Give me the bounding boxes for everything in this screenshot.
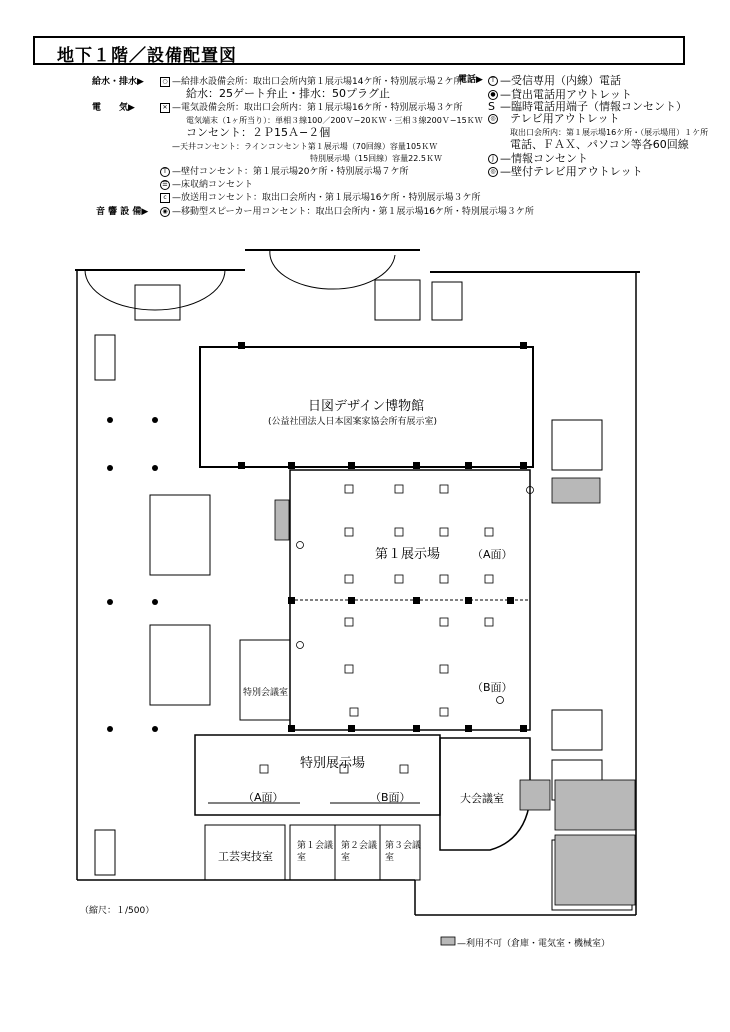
legend-tv-symbol: ◎ bbox=[488, 113, 498, 124]
big-meeting-label: 大会議室 bbox=[460, 792, 504, 805]
special-meeting-label: 特別会議室 bbox=[243, 688, 289, 698]
legend-elec-symbol: ✕ bbox=[160, 103, 170, 115]
legend-water-symbol: ○ bbox=[160, 77, 170, 89]
legend-phone-line8: —壁付テレビ用アウトレット bbox=[500, 165, 643, 178]
legend-broadcast-symbol: c bbox=[160, 193, 170, 205]
legend-speaker-symbol: ◉ bbox=[160, 207, 170, 219]
legend-phone-head: 電話▶ bbox=[458, 75, 483, 85]
legend-water-head: 給水・排水▶ bbox=[92, 77, 144, 87]
legend-elec-head: 電 気▶ bbox=[92, 103, 135, 113]
legend-wall-tv-symbol: ◎ bbox=[488, 166, 498, 177]
museum-label: 日図デザイン博物館 bbox=[308, 399, 425, 414]
hall1-a-label: （A面） bbox=[472, 548, 513, 561]
meeting2-label: 第２会議室 bbox=[341, 841, 378, 863]
legend-elec-line3: コンセント：２Ｐ15Ａ−２個 bbox=[186, 126, 331, 139]
page-title: 地下１階／設備配置図 bbox=[57, 46, 237, 66]
legend-elec-line6: —壁付コンセント：第１展示場20ケ所・特別展示場７ケ所 bbox=[172, 167, 409, 177]
legend-elec-line4: —天井コンセント：ラインコンセント第１展示場（70回線）容量105ＫＷ bbox=[172, 142, 438, 151]
legend-phone-line6: 電話、ＦＡＸ、パソコン等各60回線 bbox=[510, 138, 689, 151]
legend-elec-line8: —放送用コンセント：取出口会所内・第１展示場16ケ所・特別展示場３ケ所 bbox=[172, 193, 481, 203]
arc-door-left bbox=[85, 270, 225, 310]
legend-phone-line5: 取出口会所内：第１展示場16ケ所・（展示場用）１ケ所 bbox=[510, 128, 709, 137]
arc-door-center bbox=[270, 250, 395, 289]
craft-room-label: 工芸実技室 bbox=[218, 850, 273, 863]
legend-floor-outlet-symbol: ☰ bbox=[160, 180, 170, 192]
museum-sublabel: (公益社団法人日本図案家協会所有展示室) bbox=[268, 417, 438, 427]
legend-temp-symbol: S bbox=[488, 100, 495, 113]
legend-elec-line7: —床収納コンセント bbox=[172, 180, 254, 190]
legend-lend-symbol: ● bbox=[488, 89, 498, 100]
legend-elec-line5: 特別展示場（15回線）容量22.5ＫＷ bbox=[310, 154, 442, 163]
legend-elec-line1: —電気設備会所：取出口会所内：第１展示場16ケ所・特別展示場３ケ所 bbox=[172, 103, 463, 113]
unavailable-legend: —利用不可（倉庫・電気室・機械室） bbox=[457, 939, 611, 949]
phone-icon: T bbox=[488, 76, 498, 86]
meeting1-label: 第１会議室 bbox=[297, 841, 334, 863]
meeting3-label: 第３会議室 bbox=[385, 841, 422, 863]
legend-phone-line4: テレビ用アウトレット bbox=[510, 112, 620, 125]
legend-phone-line3: —臨時電話用端子（情報コンセント） bbox=[500, 100, 687, 113]
legend-wall-outlet-symbol: T bbox=[160, 167, 170, 179]
hall1-b-label: （B面） bbox=[472, 681, 513, 694]
legend-phone-line1: —受信専用（内線）電話 bbox=[500, 74, 621, 87]
legend-phone-line7: —情報コンセント bbox=[500, 152, 588, 165]
hall1-label: 第１展示場 bbox=[375, 547, 441, 562]
legend-elec-line2: 電気端末（1ヶ所当り）：単相３線100／200Ｖ−20ＫＷ・三相３線200Ｖ−15ＫＷ bbox=[186, 116, 483, 125]
scale-label: （縮尺：１/500） bbox=[80, 906, 155, 916]
legend-phone-line2: —貸出電話用アウトレット bbox=[500, 88, 632, 101]
legend-sound-head: 音 響 設 備▶ bbox=[96, 207, 149, 217]
special-a-label: （A面） bbox=[243, 791, 284, 804]
legend-water-line1: —給排水設備会所：取出口会所内第１展示場14ケ所・特別展示場２ケ所 bbox=[172, 77, 463, 87]
legend-info-symbol: J bbox=[488, 153, 498, 164]
legend-water-line2: 給水：25ゲート弁止・排水：50プラグ止 bbox=[186, 87, 390, 100]
special-b-label: （B面） bbox=[370, 791, 411, 804]
special-hall-label: 特別展示場 bbox=[300, 756, 366, 771]
legend-sound-line1: —移動型スピーカー用コンセント：取出口会所内・第１展示場16ケ所・特別展示場３ケ所 bbox=[172, 207, 534, 217]
